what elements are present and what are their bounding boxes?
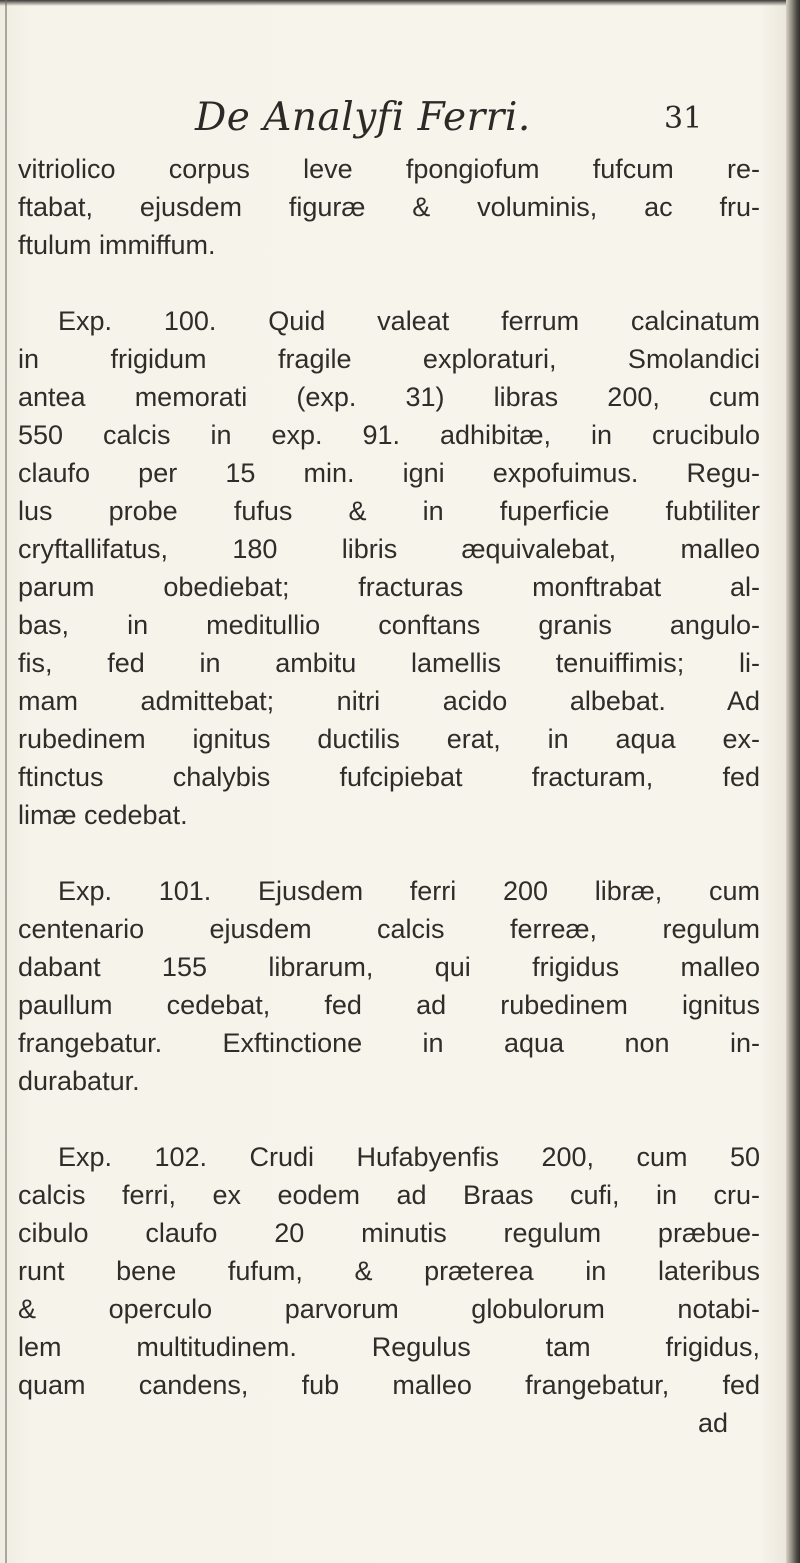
text-line: 550 calcis in exp. 91. adhibitæ, in crucibulo	[18, 420, 760, 450]
text-line: mam admittebat; nitri acido albebat. Ad	[18, 686, 760, 716]
paragraph-exp-100	[18, 302, 760, 834]
paragraph-gap	[18, 1100, 760, 1138]
text-line: runt bene fufum, & præterea in lateribus	[18, 1256, 760, 1286]
page-top-edge	[0, 0, 800, 6]
text-line: quam candens, fub malleo frangebatur, fed	[18, 1370, 760, 1400]
page-header	[0, 95, 800, 145]
paragraph-1	[18, 150, 760, 264]
text-line: lem multitudinem. Regulus tam frigidus,	[18, 1332, 760, 1362]
paragraph-gap	[18, 264, 760, 302]
text-line: cryftallifatus, 180 libris æquivalebat, malleo	[18, 534, 760, 564]
text-line: rubedinem ignitus ductilis erat, in aqua ex-	[18, 724, 760, 754]
text-line: claufo per 15 min. igni expofuimus. Regu-	[18, 458, 760, 488]
paragraph-exp-102	[18, 1138, 760, 1404]
paragraph-exp-101	[18, 872, 760, 1100]
page-left-edge	[5, 0, 7, 1563]
text-line: durabatur.	[18, 1066, 140, 1096]
paragraph-gap	[18, 834, 760, 872]
running-title: De Analyfi Ferri.	[195, 95, 531, 140]
book-spine-edge	[786, 0, 800, 1563]
text-line: calcis ferri, ex eodem ad Braas cufi, in cru-	[18, 1180, 760, 1210]
text-line: Exp. 100. Quid valeat ferrum calcinatum	[58, 306, 760, 336]
text-line: ftabat, ejusdem figuræ & voluminis, ac fru-	[18, 192, 760, 222]
page-number: 31	[664, 101, 703, 136]
text-line: Exp. 102. Crudi Hufabyenfis 200, cum 50	[58, 1142, 760, 1172]
text-line: paullum cedebat, fed ad rubedinem ignitus	[18, 990, 760, 1020]
text-line: antea memorati (exp. 31) libras 200, cum	[18, 382, 760, 412]
text-line: ftulum immiffum.	[18, 230, 216, 260]
text-line: & operculo parvorum globulorum notabi-	[18, 1294, 760, 1324]
text-line: in frigidum fragile exploraturi, Smolandici	[18, 344, 760, 374]
text-line: vitriolico corpus leve fpongiofum fufcum re-	[18, 154, 760, 184]
text-line: Exp. 101. Ejusdem ferri 200 libræ, cum	[58, 876, 760, 906]
text-line: bas, in meditullio conftans granis angulo-	[18, 610, 760, 640]
text-line: frangebatur. Exftinctione in aqua non in-	[18, 1028, 760, 1058]
catchword: ad	[697, 1408, 728, 1438]
text-line: dabant 155 librarum, qui frigidus malleo	[18, 952, 760, 982]
text-line: fis, fed in ambitu lamellis tenuiffimis; li-	[18, 648, 760, 678]
text-line: parum obediebat; fracturas monftrabat al-	[18, 572, 760, 602]
text-line: cibulo claufo 20 minutis regulum præbue-	[18, 1218, 760, 1248]
text-line: ftinctus chalybis fufcipiebat fracturam, fed	[18, 762, 760, 792]
text-line: centenario ejusdem calcis ferreæ, regulum	[18, 914, 760, 944]
text-line: limæ cedebat.	[18, 800, 188, 830]
body-text	[18, 150, 760, 1442]
text-line: lus probe fufus & in fuperficie fubtiliter	[18, 496, 760, 526]
